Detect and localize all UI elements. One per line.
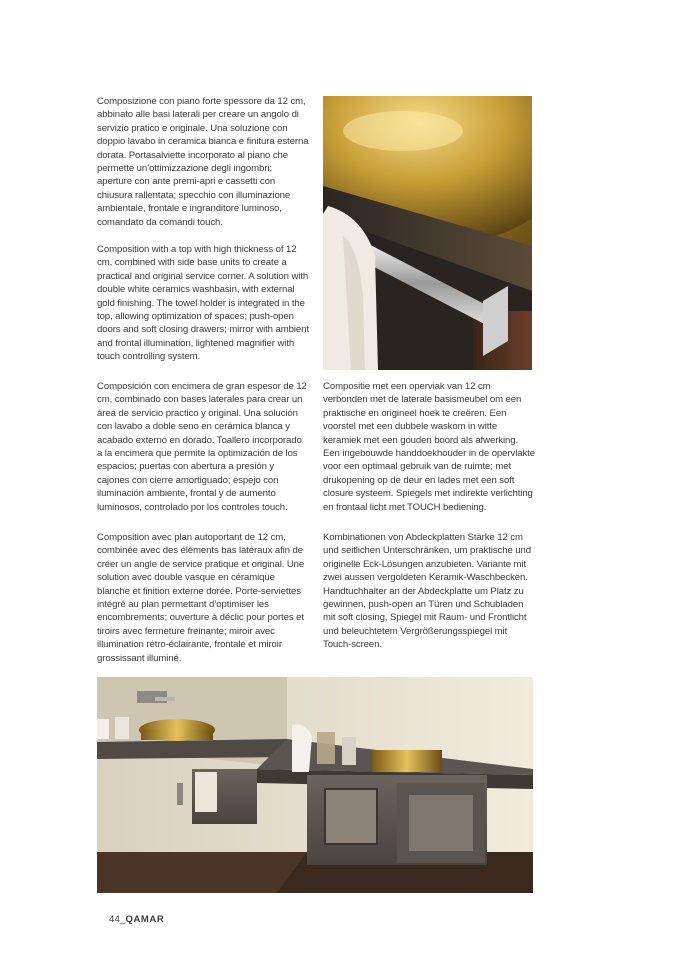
paragraph-dutch: Compositie met een operviak van 12 cm verbonden met de laterale basismeubel om een praktische en origineel hoek te creëren. Een voorstel met een dubbele waskom in witte keramiek met een gouden boord als afwerking. Een ingebouwde handdoekhouder in de opervlakte voor een optimaal gebruik van de ruimte; met drukopening op de deur en lades met een soft closure systeem. Spiegels met indirekte verlichting en frontaal licht met TOUCH bediening. [323,381,535,513]
bathroom-composition-photo [97,677,533,893]
paragraph-spanish: Composición con encimera de gran espesor de 12 cm, combinado con bases laterales para crear un área de servicio practico y original. Una solución con lavabo a doble seno en cerámica blanca y acabado externo en dorado. Toallero incorporado a la encimera que permite la optimización de los espacios; puertas con abertura a presión y cajones con cierre amortiguado; espejo con iluminación ambiente, frontal y de aumento luminosos, controlado por los controles touch. [97,381,307,513]
brand-logo: QAMAR [125,914,165,925]
paragraph-italian: Composizione con piano forte spessore da 12 cm, abbinato alle basi laterali per creare un angolo di servizio pratico e originale. Una soluzione con doppio lavabo in ceramica bianca e finitura esterna dorata. Portasalviette incorporato al piano che permette un’ottimizzazione degli ingombri; aperture con ante premi-apri e cassetti con chiusura rallentata; specchio con illuminazione ambientale, frontale e ingranditore luminoso, comandato da comandi touch. [97,96,309,228]
paragraph-french: Composition avec plan autoportant de 12 cm, combinée avec des éléments bas latéraux afin de créer un angle de service pratique et original. Une solution avec double vasque en céramique blanche et finition externe dorée. Porte-serviettes intégré au plan permettant d’optimiser les encombrements; ouverture à déclic pour portes et tiroirs avec fermeture freinante; miroir avec illumination rétro-éclairante, frontale et miroir grossissant illuminé. [97,532,305,664]
paragraph-english: Composition with a top with high thickness of 12 cm, combined with side base units to create a practical and original service corner. A solution with double white ceramics washbasin, with external gold finishing. The towel holder is integrated in the top, allowing optimization of spaces; push-open doors and soft closing drawers; mirror with ambient and frontal illumination, lightened magnifier with touch controlling system. [97,244,309,363]
page-number: 44_ [109,914,126,925]
washbasin-detail-photo [323,96,532,370]
paragraph-german: Kombinationen von Abdeckplatten Stärke 12 cm und seitlichen Unterschränken, um praktische und originelle Eck-Lösungen anzubieten. Variante mit zwei aussen vergoldeten Keramik-Waschbecken. Handtuchhalter an der Abdeckplatte um Platz zu gewinnen, push-open an Türen und Schubladen mit soft closing, Spiegel mit Raum- und Frontlicht und beleuchtetem Vergrößerungsspiegel mit Touch-screen. [323,532,531,651]
page-footer [109,914,164,925]
